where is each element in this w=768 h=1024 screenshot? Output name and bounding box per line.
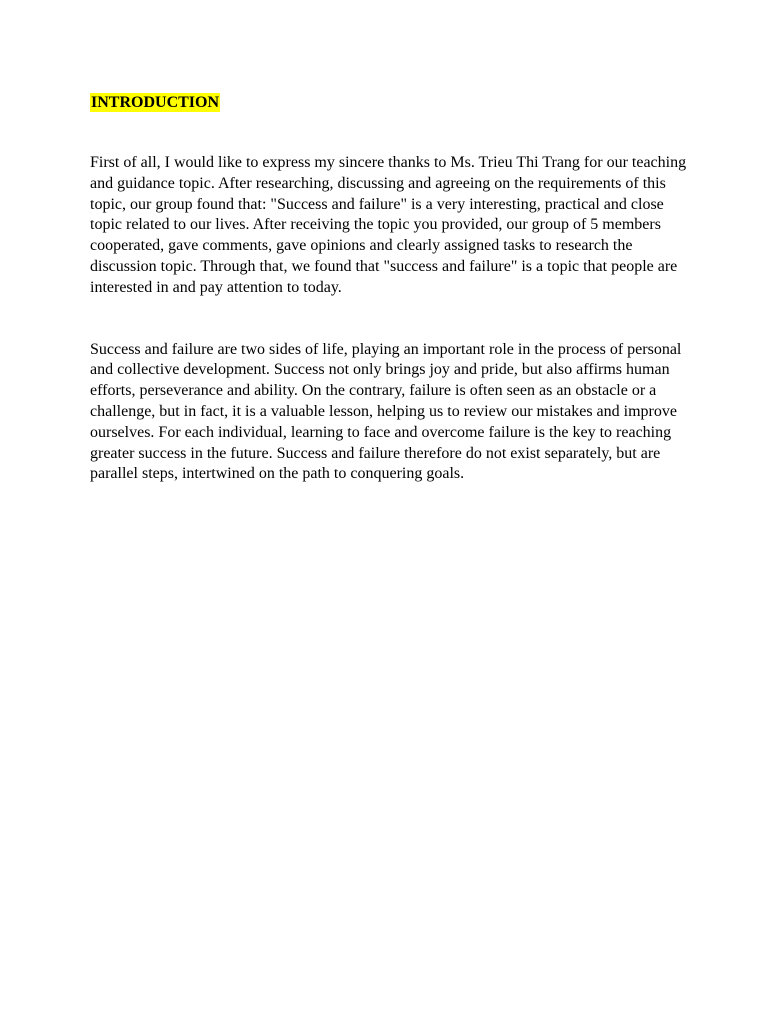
section-heading: INTRODUCTION	[91, 94, 220, 111]
paragraph-thanks: First of all, I would like to express my sincere thanks to Ms. Trieu Thi Trang for our teaching and guidance topic. After researching, discussing and agreeing on the requirements of this topic, our group found that: "Success and failure" is a very interesting, practical and close topic related to our lives. After receiving the topic you provided, our group of 5 members cooperated, gave comments, gave opinions and clearly assigned tasks to research the discussion topic. Through that, we found that "success and failure" is a topic that people are interested in and pay attention to today.	[90, 154, 687, 296]
paragraph-success-failure: Success and failure are two sides of life, playing an important role in the process of personal and collective development. Success not only brings joy and pride, but also affirms human efforts, perseverance and ability. On the contrary, failure is often seen as an obstacle or a challenge, but in fact, it is a valuable lesson, helping us to review our mistakes and improve ourselves. For each individual, learning to face and overcome failure is the key to reaching greater success in the future. Success and failure therefore do not exist separately, but are parallel steps, intertwined on the path to conquering goals.	[90, 340, 682, 483]
document-body	[90, 93, 690, 485]
